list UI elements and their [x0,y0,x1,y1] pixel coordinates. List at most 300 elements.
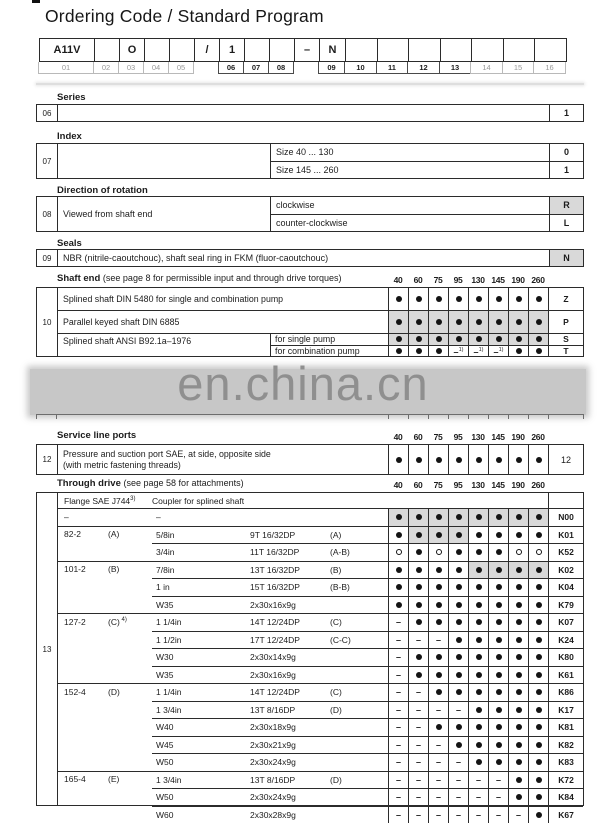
through-drive-label: Through drive [36,478,121,489]
through-drive-code: K67 [548,807,583,823]
availability-cell [428,789,448,806]
availability-cell [488,445,508,474]
filled-dot-icon [456,672,462,678]
through-drive-code: K01 [548,527,583,544]
ordering-code-position: 08 [268,62,294,74]
filled-dot-icon [496,602,502,608]
coupler-spec: 2x30x16x9g [250,597,330,614]
availability-cell [388,754,408,771]
coupler-letter: (B) [330,562,388,579]
filled-dot-icon [476,689,482,695]
availability-cell [508,544,528,561]
availability-cell [388,614,408,631]
not-available-dash: – [396,707,401,713]
availability-cell [508,807,528,823]
availability-cell [388,311,408,333]
ordering-code-cell [534,38,567,62]
filled-dot-icon [536,602,542,608]
through-drive-code: K81 [548,719,583,736]
availability-cell [448,737,468,754]
availability-cell [528,719,548,736]
filled-dot-icon [436,602,442,608]
rotation-option-value: L [549,215,583,232]
availability-cell [488,509,508,526]
availability-cell [508,632,528,649]
availability-cell [488,544,508,561]
availability-cell [388,649,408,666]
service-section-label [36,430,584,443]
through-drive-group-rows [152,772,583,823]
seals-row-number: 09 [37,250,58,266]
availability-cell [448,288,468,310]
filled-dot-icon [516,724,522,730]
ordering-code-position [293,62,319,74]
service-value: 12 [548,445,583,474]
filled-dot-icon [456,584,462,590]
table-row [271,197,583,214]
availability-cell [488,334,508,345]
availability-cell [508,527,528,544]
availability-cell [428,667,448,684]
coupler-spec: 13T 8/16DP [250,772,330,789]
filled-dot-icon [416,457,422,463]
coupler-letter: (C-C) [330,632,388,649]
ordering-code-position: 16 [533,62,566,74]
coupler-letter: (D) [330,702,388,719]
filled-dot-icon [516,689,522,695]
filled-dot-icon [476,654,482,660]
filled-dot-icon [456,602,462,608]
availability-cell [448,719,468,736]
filled-dot-icon [516,567,522,573]
filled-dot-icon [516,602,522,608]
availability-cell [488,667,508,684]
through-drive-header-row [58,493,583,508]
filled-dot-icon [536,794,542,800]
availability-cell [528,632,548,649]
availability-cell [488,807,508,823]
open-circle-icon [516,549,522,555]
availability-dots [388,667,548,684]
through-drive-row [152,543,583,561]
availability-cell [408,807,428,823]
size-column-label: 75 [428,478,448,491]
availability-cell [468,346,488,357]
coupler-spec: 9T 16/32DP [250,527,330,544]
ordering-code-positions [39,62,585,74]
ordering-code-cell: N [319,38,346,62]
filled-dot-icon [476,514,482,520]
availability-cell [388,597,408,614]
coupler-letter: (B-B) [330,579,388,596]
availability-cell [488,579,508,596]
availability-cell [388,772,408,789]
shaft-end-subrows [271,334,583,356]
availability-dots [388,527,548,544]
filled-dot-icon [436,689,442,695]
availability-dots [388,544,548,561]
flange-cell [58,772,152,823]
through-drive-row [152,596,583,614]
not-available-dash: – [396,672,401,678]
availability-cell [468,702,488,719]
shaft-end-row-number: 10 [37,288,58,356]
rotation-option-value: R [549,197,583,214]
not-available-dash: – [496,777,501,783]
not-available-dash: – [396,619,401,625]
through-drive-group [58,683,583,771]
filled-dot-icon [456,549,462,555]
availability-cell [468,579,488,596]
ordering-code-position: 11 [376,62,408,74]
ordering-code-position: 05 [168,62,194,74]
through-drive-row [152,648,583,666]
availability-cell [448,754,468,771]
rotation-label: Direction of rotation [36,185,148,196]
not-available-dash: – [416,637,421,643]
size-column-label: 260 [528,273,548,286]
filled-dot-icon [456,319,462,325]
filled-dot-icon [476,637,482,643]
filled-dot-icon [496,584,502,590]
availability-cell [388,789,408,806]
not-available-dash: – [476,812,481,818]
coupler-letter: (C) [330,614,388,631]
service-table [36,444,584,475]
filled-dot-icon [476,672,482,678]
filled-dot-icon [536,637,542,643]
availability-cell [388,579,408,596]
filled-dot-icon [536,319,542,325]
availability-cell [408,632,428,649]
coupler-letter [330,737,388,754]
availability-cell [428,579,448,596]
availability-cell [388,667,408,684]
availability-cell [388,737,408,754]
coupler-letter: (A-B) [330,544,388,561]
filled-dot-icon [476,567,482,573]
shaft-end-subrow [271,345,583,357]
availability-cell [468,667,488,684]
ordering-code-position: 09 [318,62,345,74]
through-drive-group-rows [152,614,583,683]
filled-dot-icon [416,348,422,354]
table-border-remnant [583,414,584,419]
ordering-code-cell [440,38,472,62]
not-available-dash: – [416,794,421,800]
filled-dot-icon [436,567,442,573]
filled-dot-icon [536,689,542,695]
ordering-code-position: 06 [218,62,244,74]
seals-table [36,249,584,267]
availability-cell [528,562,548,579]
hidden-table-bottom-border [36,414,584,415]
filled-dot-icon [436,532,442,538]
filled-dot-icon [436,457,442,463]
availability-cell [408,789,428,806]
ordering-code-cell [377,38,409,62]
flange-cell [58,527,152,561]
ordering-code-position: 04 [143,62,169,74]
filled-dot-icon [476,724,482,730]
through-drive-row [152,736,583,754]
availability-cell [448,346,468,357]
filled-dot-icon [396,584,402,590]
not-available-dash-footnote: –$^{1)}$ [454,347,464,355]
coupler-letter: (A) [330,527,388,544]
table-border-remnant [56,414,57,419]
flange-letter: (A) [108,529,119,539]
availability-cell [428,445,448,474]
ordering-code-cell [94,38,120,62]
flange-cell [58,614,152,683]
availability-cell [488,702,508,719]
through-drive-row [152,753,583,771]
shaft-end-label: Shaft end [36,273,100,284]
availability-dots [388,445,548,474]
availability-cell [408,649,428,666]
not-available-dash: – [396,794,401,800]
shaft-end-code: Z [548,288,583,310]
series-value: 1 [549,105,583,121]
flange-column-header: Flange SAE J744$^{3)}$ [58,496,152,506]
coupler-size: W45 [152,737,250,754]
coupler-size: 1 3/4in [152,772,250,789]
availability-cell [488,649,508,666]
availability-cell [428,346,448,357]
filled-dot-icon [516,457,522,463]
availability-dots [388,719,548,736]
ordering-code-cell [269,38,295,62]
not-available-dash: – [416,707,421,713]
not-available-dash: – [416,812,421,818]
filled-dot-icon [416,296,422,302]
table-border-remnant [448,414,449,419]
coupler-size: – [152,509,250,526]
coupler-size: 1 1/4in [152,684,250,701]
filled-dot-icon [456,514,462,520]
availability-cell [388,562,408,579]
table-row [271,214,583,232]
ordering-code-cell [169,38,195,62]
filled-dot-icon [416,319,422,325]
ordering-code-cell [244,38,270,62]
through-drive-code: K07 [548,614,583,631]
availability-cell [468,737,488,754]
not-available-dash: – [456,707,461,713]
ordering-code-position: 15 [502,62,534,74]
filled-dot-icon [516,654,522,660]
availability-cell [528,807,548,823]
coupler-spec: 2x30x28x9g [250,807,330,823]
through-drive-code: K79 [548,597,583,614]
filled-dot-icon [536,742,542,748]
coupler-letter [330,597,388,614]
availability-cell [428,807,448,823]
coupler-size: W30 [152,649,250,666]
seals-label: Seals [36,238,82,249]
availability-cell [488,527,508,544]
shaft-end-table [36,287,584,357]
availability-cell [448,597,468,614]
ordering-code-position: 10 [344,62,377,74]
pump-type-label: for combination pump [271,346,388,357]
availability-cell [468,807,488,823]
availability-cell [408,614,428,631]
filled-dot-icon [516,672,522,678]
coupler-size: 1 1/2in [152,632,250,649]
ordering-code-position [193,62,219,74]
availability-cell [508,649,528,666]
coupler-spec: 2x30x24x9g [250,789,330,806]
flange-letter: (E) [108,774,119,784]
availability-cell [388,288,408,310]
availability-cell [428,772,448,789]
filled-dot-icon [476,742,482,748]
shaft-end-note: (see page 8 for permissible input and through drive torques) [103,273,342,283]
filled-dot-icon [476,759,482,765]
filled-dot-icon [456,567,462,573]
flange-code: 152-4 [64,687,108,697]
not-available-dash-footnote: –$^{1)}$ [474,347,484,355]
filled-dot-icon [456,296,462,302]
availability-cell [528,667,548,684]
availability-cell [468,288,488,310]
availability-cell [508,346,528,357]
availability-cell [408,334,428,345]
through-drive-code: K72 [548,772,583,789]
through-drive-code: K61 [548,667,583,684]
table-border-remnant [468,414,469,419]
coupler-letter: (D) [330,772,388,789]
index-label: Index [36,131,82,142]
flange-letter: (C) $^{4)}$ [108,617,127,627]
filled-dot-icon [536,619,542,625]
filled-dot-icon [416,619,422,625]
through-drive-row [152,527,583,544]
ordering-code-position: 02 [93,62,119,74]
index-row-number: 07 [37,144,58,178]
availability-cell [488,737,508,754]
flange-code: 101-2 [64,564,108,574]
availability-cell [528,527,548,544]
not-available-dash: – [396,777,401,783]
not-available-dash: – [436,812,441,818]
through-drive-table [36,492,584,806]
availability-cell [468,754,488,771]
through-drive-row [152,578,583,596]
pump-type-label: for single pump [271,334,388,345]
through-drive-group [58,526,583,561]
availability-cell [388,684,408,701]
availability-cell [428,737,448,754]
filled-dot-icon [396,296,402,302]
availability-cell [428,702,448,719]
through-drive-row [152,614,583,631]
not-available-dash: – [456,777,461,783]
not-available-dash: – [396,724,401,730]
availability-cell [408,597,428,614]
filled-dot-icon [516,319,522,325]
availability-dots [388,807,548,823]
availability-cell [508,789,528,806]
through-drive-group [58,771,583,823]
through-drive-note: (see page 58 for attachments) [124,478,244,488]
table-border-remnant [528,414,529,419]
ordering-code-position: 14 [470,62,503,74]
not-available-dash: – [476,794,481,800]
not-available-dash: – [416,689,421,695]
filled-dot-icon [456,689,462,695]
availability-cell [388,527,408,544]
filled-dot-icon [416,584,422,590]
not-available-dash: – [436,777,441,783]
filled-dot-icon [436,336,442,342]
coupler-letter [330,754,388,771]
index-option-value: 0 [549,144,583,161]
filled-dot-icon [396,602,402,608]
through-drive-row [152,666,583,684]
size-column-label: 40 [388,430,408,443]
availability-cell [428,684,448,701]
filled-dot-icon [476,707,482,713]
availability-cell [528,311,548,333]
availability-cell [448,702,468,719]
size-column-label: 40 [388,273,408,286]
availability-cell [468,789,488,806]
availability-cell [408,684,428,701]
availability-cell [428,754,448,771]
shaft-end-code: S [548,334,583,345]
through-drive-code: K83 [548,754,583,771]
filled-dot-icon [536,457,542,463]
filled-dot-icon [476,619,482,625]
table-row [58,105,583,121]
availability-cell [388,544,408,561]
table-border-remnant [36,414,37,419]
coupler-size: 5/8in [152,527,250,544]
availability-dots [388,614,548,631]
availability-cell [388,702,408,719]
coupler-spec: 14T 12/24DP [250,684,330,701]
table-row [271,144,583,161]
availability-cell [408,772,428,789]
ordering-code-cell [345,38,378,62]
availability-cell [428,288,448,310]
size-column-label: 130 [468,430,488,443]
filled-dot-icon [456,654,462,660]
seals-text: NBR (nitrile-caoutchouc), shaft seal ring in FKM (fluor-caoutchouc) [58,250,549,266]
availability-cell [408,346,428,357]
availability-cell [468,334,488,345]
availability-cell [508,288,528,310]
table-border-remnant [548,414,549,419]
ordering-code-cell [408,38,441,62]
availability-cell [448,445,468,474]
availability-cell [508,597,528,614]
service-row-number: 12 [37,445,58,474]
availability-dots [388,562,548,579]
through-drive-group-rows [152,562,583,614]
flange-code: – [64,512,108,522]
filled-dot-icon [516,584,522,590]
through-drive-code: K84 [548,789,583,806]
availability-dots [388,772,548,789]
through-drive-group-rows [152,509,583,526]
size-column-label: 95 [448,478,468,491]
availability-cell [408,445,428,474]
through-drive-code: K04 [548,579,583,596]
